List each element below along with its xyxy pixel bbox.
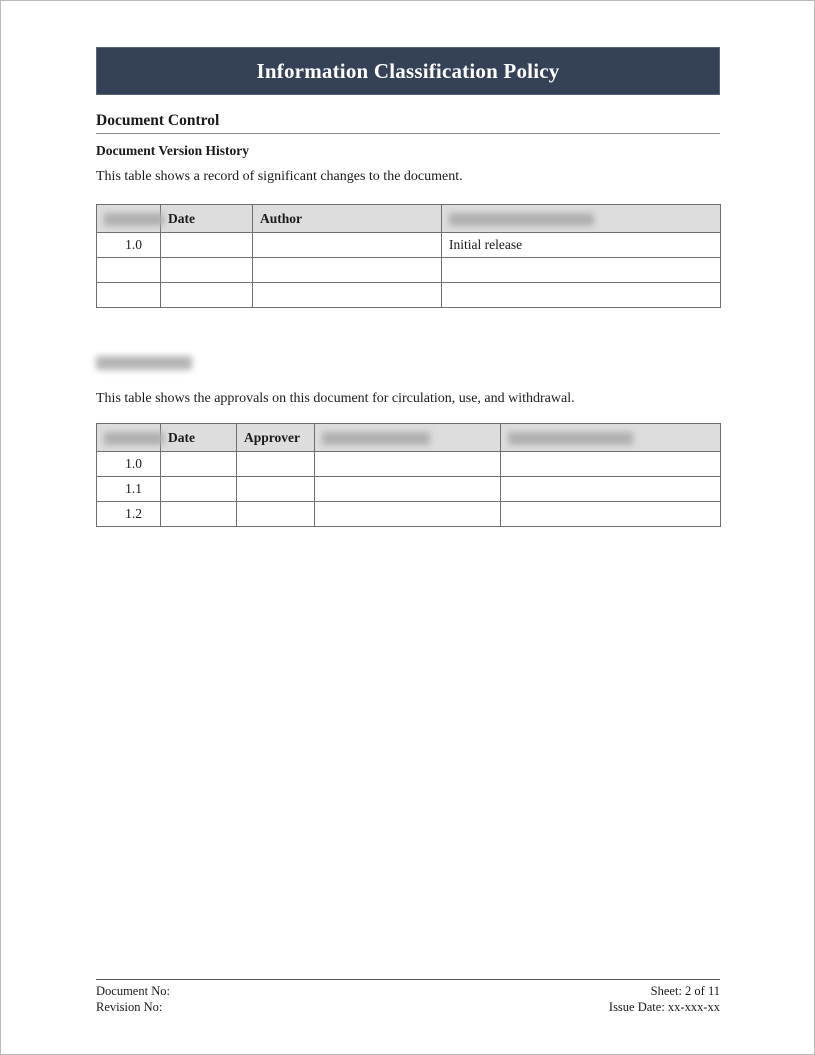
cell-date <box>161 283 253 308</box>
column-header-date: Date <box>161 205 253 233</box>
cell-col4 <box>315 502 501 527</box>
redacted-label <box>508 432 633 445</box>
cell-version <box>97 283 161 308</box>
footer-issue-date: Issue Date: xx-xxx-xx <box>608 999 720 1014</box>
cell-version <box>97 258 161 283</box>
table-row <box>97 258 721 283</box>
cell-approver <box>237 477 315 502</box>
footer-document-no: Document No: <box>96 984 170 998</box>
table-row <box>97 283 721 308</box>
version-history-table <box>96 204 721 308</box>
cell-col5 <box>501 477 721 502</box>
subsection-heading-approvals <box>96 354 192 369</box>
cell-date <box>161 502 237 527</box>
table-row <box>97 233 721 258</box>
column-header-approver: Approver <box>237 424 315 452</box>
cell-author <box>253 258 442 283</box>
table-row <box>97 502 721 527</box>
document-title-banner <box>96 47 720 95</box>
cell-description <box>442 258 721 283</box>
table-header-row <box>97 205 721 233</box>
column-header-date: Date <box>161 424 237 452</box>
column-header-version <box>97 205 161 233</box>
cell-approver <box>237 452 315 477</box>
cell-col5 <box>501 452 721 477</box>
redacted-label <box>322 432 430 445</box>
table-header-row <box>97 424 721 452</box>
cell-date <box>161 477 237 502</box>
cell-version: 1.0 <box>97 452 161 477</box>
redacted-label <box>104 432 164 445</box>
section-heading-document-control: Document Control <box>96 112 720 134</box>
cell-date <box>161 258 253 283</box>
table-row <box>97 452 721 477</box>
redacted-label <box>449 213 594 226</box>
column-header-redacted-4 <box>315 424 501 452</box>
cell-col4 <box>315 452 501 477</box>
redacted-label <box>104 213 164 226</box>
table-row <box>97 477 721 502</box>
cell-date <box>161 233 253 258</box>
cell-description: Initial release <box>442 233 721 258</box>
cell-approver <box>237 502 315 527</box>
column-header-redacted-5 <box>501 424 721 452</box>
footer-right-block <box>609 984 720 1015</box>
footer-revision-no: Revision No: <box>96 999 163 1014</box>
column-header-version <box>97 424 161 452</box>
cell-col4 <box>315 477 501 502</box>
cell-version: 1.2 <box>97 502 161 527</box>
cell-version: 1.0 <box>97 233 161 258</box>
redacted-label <box>96 356 192 370</box>
column-header-author: Author <box>253 205 442 233</box>
page-footer <box>96 979 720 1015</box>
cell-date <box>161 452 237 477</box>
cell-author <box>253 283 442 308</box>
page-title: Information Classification Policy <box>256 58 560 83</box>
footer-sheet-number: Sheet: 2 of 11 <box>650 984 720 998</box>
approvals-table <box>96 423 721 527</box>
approvals-intro-text: This table shows the approvals on this document for circulation, use, and withdrawal. <box>96 391 575 406</box>
cell-description <box>442 283 721 308</box>
cell-author <box>253 233 442 258</box>
column-header-description <box>442 205 721 233</box>
cell-version: 1.1 <box>97 477 161 502</box>
subsection-heading-version-history: Document Version History <box>96 143 249 158</box>
footer-left-block <box>96 984 170 1015</box>
cell-col5 <box>501 502 721 527</box>
version-history-intro-text: This table shows a record of significant changes to the document. <box>96 169 463 184</box>
